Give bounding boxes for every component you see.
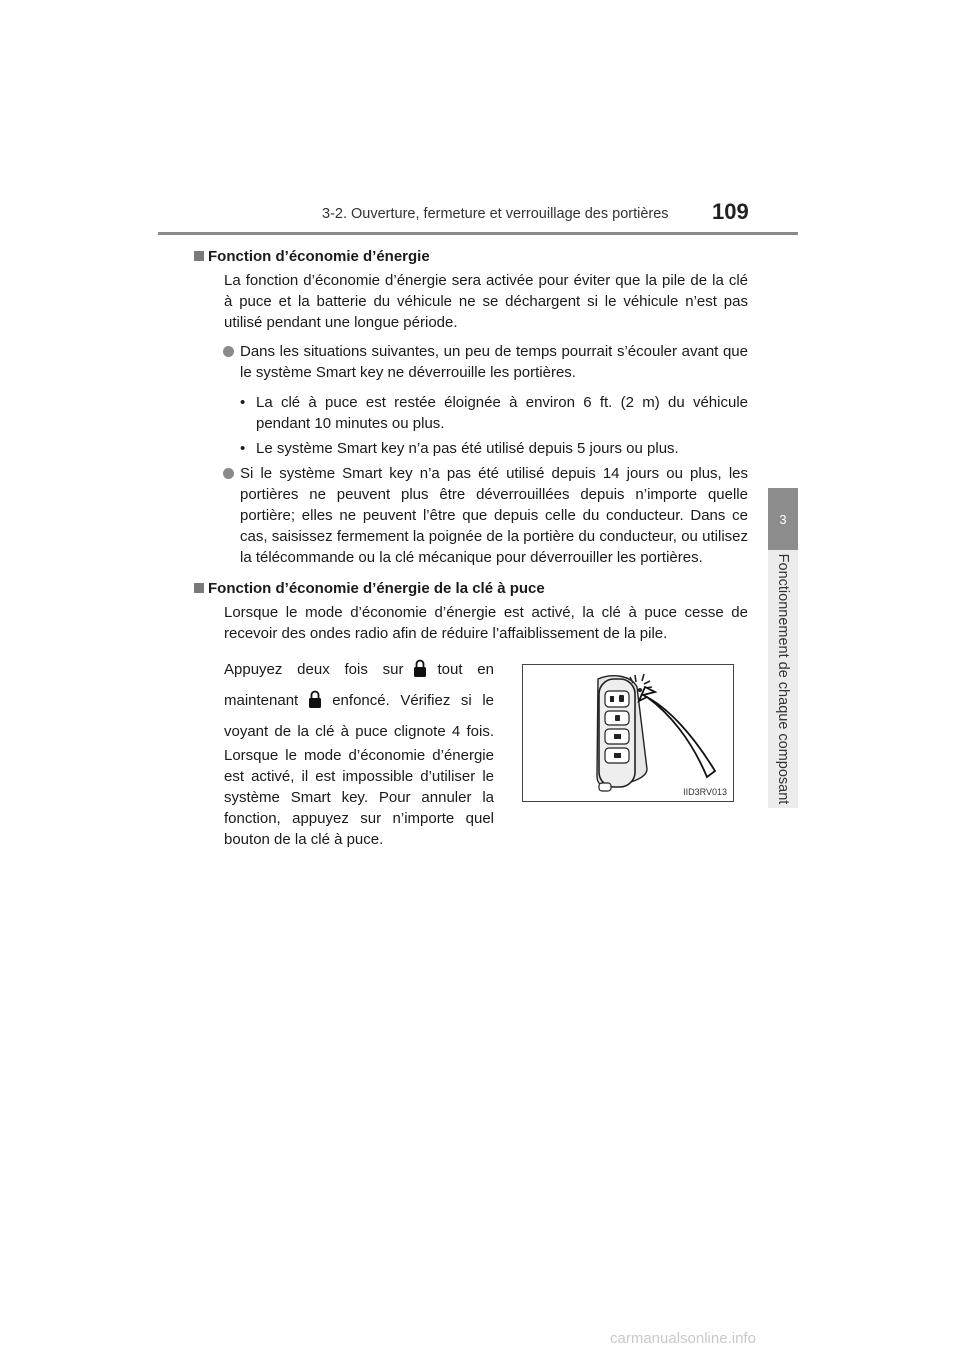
smart-key-fob-icon xyxy=(523,665,733,801)
chapter-title: Fonctionnement de chaque composant xyxy=(775,553,791,805)
page-number: 109 xyxy=(712,199,749,224)
square-bullet-icon xyxy=(194,583,204,593)
smart-key-figure xyxy=(522,664,734,802)
page-content xyxy=(208,242,748,852)
chapter-tab[interactable] xyxy=(768,488,798,550)
lock-icon xyxy=(308,689,322,718)
square-bullet-icon xyxy=(194,251,204,261)
sub-list-item: • Le système Smart key n’a pas été utilisé depuis 5 jours ou plus. xyxy=(240,440,679,457)
watermark: carmanualsonline.info xyxy=(610,1330,756,1347)
instruction-block xyxy=(208,652,748,852)
section-intro: La fonction d’économie d’énergie sera activée pour éviter que la pile de la clé à puce et la batterie du véhicule ne se déchargent si le véhicule n’est pas utilisé pendant une longue période. xyxy=(224,272,748,331)
list-item: Si le système Smart key n’a pas été utilisé depuis 14 jours ou plus, les portières ne peuvent plus être déverrouillées depuis n’importe quelle portière; elles ne peuvent l’être que depuis celle du conducteur. Dans ce cas, saisissez fermement la poignée de la portière du conducteur, ou utilisez la télécommande ou la clé mécanique pour déverrouiller les portières. xyxy=(240,463,748,568)
chapter-number: 3 xyxy=(779,511,787,527)
header-rule xyxy=(158,232,798,235)
header-title: 3-2. Ouverture, fermeture et verrouillage des portières xyxy=(322,206,669,222)
sub-bullet-mark: • xyxy=(240,440,246,457)
figure-code: IID3RV013 xyxy=(683,787,727,797)
section-intro: Lorsque le mode d’économie d’énergie est activé, la clé à puce cesse de recevoir des ondes radio afin de réduire l’affaiblissement de la pile. xyxy=(224,604,748,642)
circle-bullet-icon xyxy=(223,346,234,357)
lock-icon xyxy=(413,658,427,687)
circle-bullet-icon xyxy=(223,468,234,479)
list-item: Dans les situations suivantes, un peu de temps pourrait s’écouler avant que le système Smart key ne déverrouille les portières. xyxy=(240,341,748,383)
sub-bullet-mark: • xyxy=(240,394,246,411)
section-heading: Fonction d’économie d’énergie xyxy=(194,246,748,267)
sub-list-item: • La clé à puce est restée éloignée à environ 6 ft. (2 m) du véhicule pendant 10 minutes ou plus. xyxy=(240,394,748,432)
instruction-text: Appuyez deux fois sur tout en maintenant enfoncé. Vérifiez si le voyant de la clé à puce clignote 4 fois. Lorsque le mode d’économie d’énergie est activé, il est impossible d’utiliser le système Smart key. Pour annuler la fonction, appuyez sur n’importe quel bouton de la clé à puce. xyxy=(224,656,494,850)
section-heading: Fonction d’économie d’énergie de la clé à puce xyxy=(194,578,748,599)
